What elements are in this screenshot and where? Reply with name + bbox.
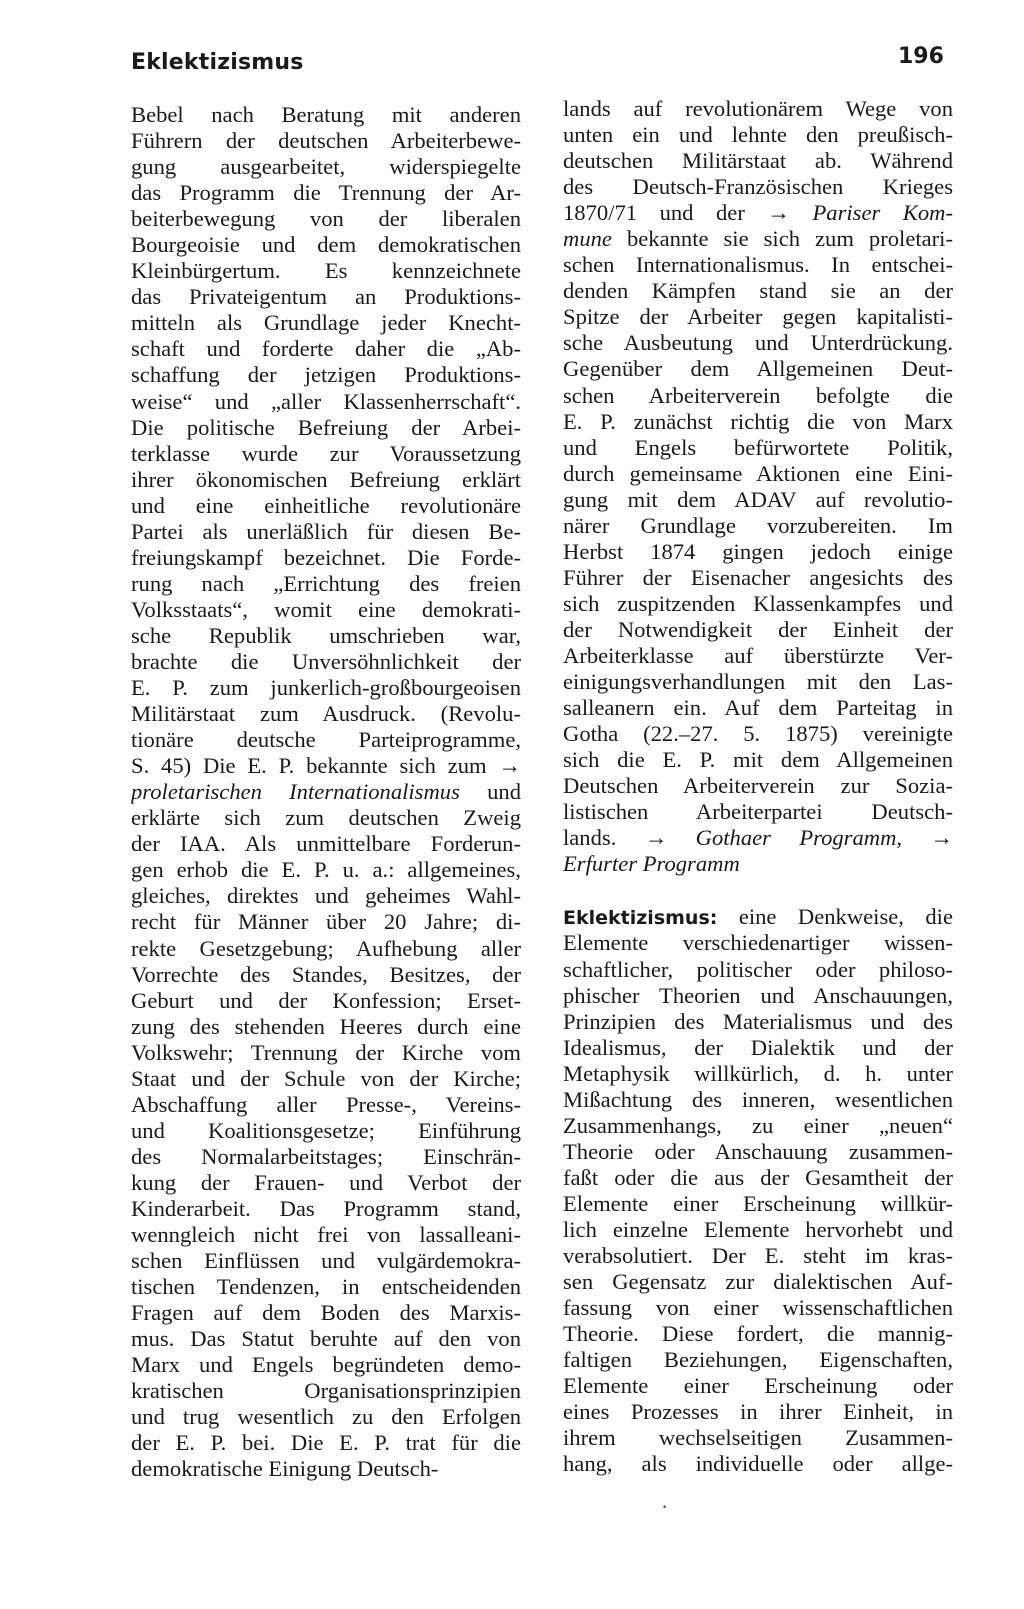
- text-line: des Normalarbeitstages; Einschrän-: [131, 1143, 521, 1169]
- text-line: schen Arbeiterverein befolgte die: [563, 382, 953, 408]
- text-line: Marx und Engels begründeten demo-: [131, 1352, 521, 1378]
- text-line: Führern der deutschen Arbeiterbewe-: [131, 128, 521, 154]
- text-line: gen erhob die E. P. u. a.: allgemeines,: [131, 857, 521, 883]
- text-line: Militärstaat zum Ausdruck. (Revolu-: [131, 701, 521, 727]
- text-line: Bourgeoisie und dem demokratischen: [131, 232, 521, 258]
- text-line: weise“ und „aller Klassenherrschaft“.: [131, 388, 521, 414]
- text-line: Mißachtung des inneren, wesentlichen: [563, 1086, 953, 1112]
- text-line: Elemente einer Erscheinung willkür-: [563, 1190, 953, 1216]
- text-line: zung des stehenden Heeres durch eine: [131, 1013, 521, 1039]
- text-line: der E. P. bei. Die E. P. trat für die: [131, 1430, 521, 1456]
- text-line: Erfurter Programm: [563, 851, 740, 877]
- text-line: Kinderarbeit. Das Programm stand,: [131, 1195, 521, 1221]
- text-line: Partei als unerläßlich für diesen Be-: [131, 518, 521, 544]
- text-line: sich zuspitzenden Klassenkampfes und: [563, 590, 953, 616]
- text-line: E. P. zum junkerlich-großbourgeoisen: [131, 675, 521, 701]
- text-line: schaft und forderte daher die „Ab-: [131, 336, 521, 362]
- entry-gap: [563, 877, 953, 904]
- text-line: Spitze der Arbeiter gegen kapitalisti-: [563, 304, 953, 330]
- text-line: tionäre deutsche Parteiprogramme,: [131, 727, 521, 753]
- text-line: ihrer ökonomischen Befreiung erklärt: [131, 466, 521, 492]
- text-line: kratischen Organisationsprinzipien: [131, 1378, 521, 1404]
- text-line: und Koalitionsgesetze; Einführung: [131, 1117, 521, 1143]
- text-line: gung mit dem ADAV auf revolutio-: [563, 486, 953, 512]
- text-line: mitteln als Grundlage jeder Knecht-: [131, 310, 521, 336]
- text-line: Die politische Befreiung der Arbei-: [131, 414, 521, 440]
- entry-headword: Eklektizismus:: [563, 907, 718, 930]
- text-line: Theorie oder Anschauung zusammen-: [563, 1138, 953, 1164]
- text-line: sen Gegensatz zur dialektischen Auf-: [563, 1269, 953, 1295]
- text-line: sche Republik umschrieben war,: [131, 622, 521, 648]
- text-line: mus. Das Statut beruhte auf den von: [131, 1326, 521, 1352]
- text-line: faltigen Beziehungen, Eigenschaften,: [563, 1347, 953, 1373]
- text-line: eines Prozesses in ihrer Einheit, in: [563, 1399, 953, 1425]
- text-line: gung ausgearbeitet, widerspiegelte: [131, 154, 521, 180]
- entry-first-line-text: eine Denkweise, die: [717, 904, 953, 930]
- text-line: denden Kämpfen stand sie an der: [563, 278, 953, 304]
- text-line: Gotha (22.–27. 5. 1875) vereinigte: [563, 721, 953, 747]
- text-line: wenngleich nicht frei von lassalleani-: [131, 1222, 521, 1248]
- text-line: närer Grundlage vorzubereiten. Im: [563, 512, 953, 538]
- text-line: mune bekannte sie sich zum proletari-: [563, 226, 953, 252]
- text-line: recht für Männer über 20 Jahre; di-: [131, 909, 521, 935]
- text-line: erklärte sich zum deutschen Zweig: [131, 805, 521, 831]
- text-line: Kleinbürgertum. Es kennzeichnete: [131, 258, 521, 284]
- text-line: unten ein und lehnte den preußisch-: [563, 122, 953, 148]
- text-line: sche Ausbeutung und Unterdrückung.: [563, 330, 953, 356]
- text-line: schaffung der jetzigen Produktions-: [131, 362, 521, 388]
- text-line: rekte Gesetzgebung; Aufhebung aller: [131, 935, 521, 961]
- text-line: der Notwendigkeit der Einheit der: [563, 616, 953, 642]
- text-line: E. P. zunächst richtig die von Marx: [563, 408, 953, 434]
- text-line: hang, als individuelle oder allge-: [563, 1451, 953, 1477]
- text-line: Prinzipien des Materialismus und des: [563, 1008, 953, 1034]
- text-line: des Deutsch-Französischen Krieges: [563, 174, 953, 200]
- text-line: faßt oder die aus der Gesamtheit der: [563, 1164, 953, 1190]
- right-column: [563, 96, 953, 1477]
- text-line: Volksstaats“, womit eine demokrati-: [131, 596, 521, 622]
- text-line: Vorrechte des Standes, Besitzes, der: [131, 961, 521, 987]
- text-line: das Privateigentum an Produktions-: [131, 284, 521, 310]
- text-line: gleiches, direktes und geheimes Wahl-: [131, 883, 521, 909]
- text-line: und trug wesentlich zu den Erfolgen: [131, 1404, 521, 1430]
- text-line: proletarischen Internationalismus und: [131, 779, 521, 805]
- footer-mark: •: [662, 1503, 668, 1513]
- text-line: Theorie. Diese fordert, die mannig-: [563, 1321, 953, 1347]
- text-line: Zusammenhangs, zu einer „neuen“: [563, 1112, 953, 1138]
- text-line: demokratische Einigung Deutsch-: [131, 1456, 439, 1482]
- text-line: Abschaffung aller Presse-, Vereins-: [131, 1091, 521, 1117]
- text-line: einigungsverhandlungen mit den Las-: [563, 669, 953, 695]
- left-column: [131, 102, 521, 1482]
- text-line: freiungskampf bezeichnet. Die Forde-: [131, 544, 521, 570]
- text-line: Fragen auf dem Boden des Marxis-: [131, 1300, 521, 1326]
- text-line: Elemente einer Erscheinung oder: [563, 1373, 953, 1399]
- text-line: lich einzelne Elemente hervorhebt und: [563, 1216, 953, 1242]
- text-line: ihrem wechselseitigen Zusammen-: [563, 1425, 953, 1451]
- text-line: listischen Arbeiterpartei Deutsch-: [563, 799, 953, 825]
- text-line: salleanern ein. Auf dem Parteitag in: [563, 695, 953, 721]
- running-header-title: Eklektizismus: [131, 50, 304, 75]
- text-line: und eine einheitliche revolutionäre: [131, 492, 521, 518]
- entry-first-line: [563, 904, 953, 930]
- text-line: verabsolutiert. Der E. steht im kras-: [563, 1243, 953, 1269]
- text-line: Führer der Eisenacher angesichts des: [563, 564, 953, 590]
- text-line: Bebel nach Beratung mit anderen: [131, 102, 521, 127]
- text-line: S. 45) Die E. P. bekannte sich zum →: [131, 753, 521, 779]
- text-line: schen Einflüssen und vulgärdemokra-: [131, 1248, 521, 1274]
- text-line: Idealismus, der Dialektik und der: [563, 1034, 953, 1060]
- text-line: lands. → Gothaer Programm, →: [563, 825, 953, 851]
- text-line: der IAA. Als unmittelbare Forderun-: [131, 831, 521, 857]
- text-line: Geburt und der Konfession; Erset-: [131, 987, 521, 1013]
- text-line: Volkswehr; Trennung der Kirche vom: [131, 1039, 521, 1065]
- text-line: Metaphysik willkürlich, d. h. unter: [563, 1060, 953, 1086]
- text-line: durch gemeinsame Aktionen eine Eini-: [563, 460, 953, 486]
- text-line: brachte die Unversöhnlichkeit der: [131, 648, 521, 674]
- eklektizismus-entry: [563, 904, 953, 1477]
- text-line: Gegenüber dem Allgemeinen Deut-: [563, 356, 953, 382]
- text-line: sich die E. P. mit dem Allgemeinen: [563, 747, 953, 773]
- text-line: das Programm die Trennung der Ar-: [131, 180, 521, 206]
- text-line: schen Internationalismus. In entschei-: [563, 252, 953, 278]
- text-line: tischen Tendenzen, in entscheidenden: [131, 1274, 521, 1300]
- text-line: 1870/71 und der → Pariser Kom-: [563, 200, 953, 226]
- page-number: 196: [898, 44, 944, 69]
- text-line: kung der Frauen- und Verbot der: [131, 1169, 521, 1195]
- eisenacher-continuation: [563, 96, 953, 877]
- text-line: schaftlicher, politischer oder philoso-: [563, 956, 953, 982]
- text-line: rung nach „Errichtung des freien: [131, 570, 521, 596]
- text-line: terklasse wurde zur Voraussetzung: [131, 440, 521, 466]
- text-line: phischer Theorien und Anschauungen,: [563, 982, 953, 1008]
- text-line: und Engels befürwortete Politik,: [563, 434, 953, 460]
- text-line: Deutschen Arbeiterverein zur Sozia-: [563, 773, 953, 799]
- text-line: deutschen Militärstaat ab. Während: [563, 148, 953, 174]
- text-line: Arbeiterklasse auf überstürzte Ver-: [563, 642, 953, 668]
- text-line: fassung von einer wissenschaftlichen: [563, 1295, 953, 1321]
- text-line: beiterbewegung von der liberalen: [131, 206, 521, 232]
- text-line: Elemente verschiedenartiger wissen-: [563, 930, 953, 956]
- text-line: lands auf revolutionärem Wege von: [563, 96, 953, 121]
- text-line: Staat und der Schule von der Kirche;: [131, 1065, 521, 1091]
- text-line: Herbst 1874 gingen jedoch einige: [563, 538, 953, 564]
